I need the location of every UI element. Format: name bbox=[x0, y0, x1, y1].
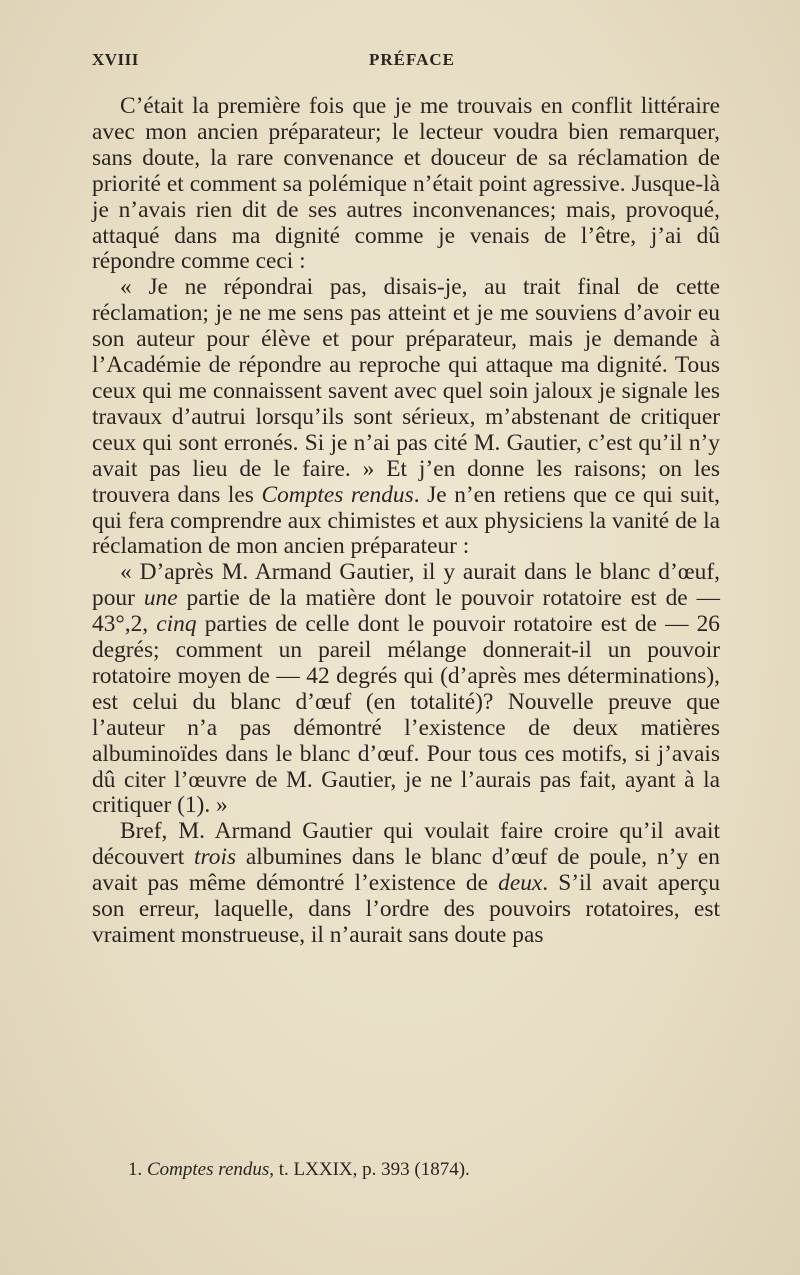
paragraph-4 bbox=[92, 819, 720, 949]
paragraph-3-part-1: « D’après M. Armand Gautier, il y aurait dans le blanc d’œuf, pour bbox=[92, 559, 720, 612]
paragraph-4-italic-1: trois bbox=[194, 844, 237, 871]
footnote-number: 1. bbox=[128, 1159, 143, 1180]
paragraph-4-part-2: albumines dans le blanc d’œuf de poule, n’y en avait pas même démontré l’existence de bbox=[92, 844, 721, 897]
footnote bbox=[128, 1158, 728, 1182]
running-head bbox=[92, 50, 722, 74]
paragraph-2 bbox=[92, 275, 720, 560]
paragraph-3-part-2: partie de la matière dont le pouvoir rotatoire est de — 43°,2, bbox=[92, 585, 720, 638]
paragraph-3-part-3: parties de celle dont le pouvoir rotatoire est de — 26 degrés; comment un pareil mélange donnerait-il un pouvoir rotatoire moyen de — 42 degrés qui (d’après mes déterminations), est celui du blanc d’œuf (en totalité)? Nouvelle preuve que l’auteur n’a pas démontré l’existence de deux matières albuminoïdes dans le blanc d’œuf. Pour tous ces motifs, si j’avais dû citer l’œuvre de M. Gautier, je ne l’aurais pas fait, ayant à la critiquer (1). » bbox=[92, 611, 720, 819]
paragraph-1-text: C’était la première fois que je me trouvais en conflit littéraire avec mon ancien préparateur; le lecteur voudra bien remarquer, sans doute, la rare convenance et douceur de sa réclamation de priorité et comment sa polémique n’était point agressive. Jusque-là je n’avais rien dit de ses autres inconvenances; mais, provoqué, attaqué dans ma dignité comme je venais de l’être, j’ai dû répondre comme ceci : bbox=[92, 93, 720, 275]
paragraph-1 bbox=[92, 94, 720, 275]
footnote-title: Comptes rendus bbox=[147, 1159, 270, 1180]
body-text bbox=[92, 94, 720, 949]
page-number: XVIII bbox=[92, 50, 139, 69]
footnote-reference: , t. LXXIX, p. 393 (1874). bbox=[269, 1159, 470, 1180]
paragraph-4-part-1: Bref, M. Armand Gautier qui voulait faire croire qu’il avait découvert bbox=[92, 818, 720, 871]
paragraph-4-italic-2: deux bbox=[498, 870, 543, 897]
paragraph-2-part-1: « Je ne répondrai pas, disais-je, au trait final de cette réclamation; je ne me sens pas atteint et je me souviens d’avoir eu son auteur pour élève et pour préparateur, mais je demande à l’Académie de répondre au reproche qui attaque ma dignité. Tous ceux qui me connaissent savent avec quel soin jaloux je signale les travaux d’autrui lorsqu’ils sont sérieux, m’abstenant de critiquer ceux qui sont erronés. Si je n’ai pas cité M. Gautier, c’est qu’il n’y avait pas lieu de le faire. » Et j’en donne les raisons; on les trouvera dans les bbox=[92, 274, 720, 508]
paragraph-3 bbox=[92, 560, 720, 819]
paragraph-2-italic: Comptes rendus bbox=[261, 481, 414, 508]
paragraph-2-part-2: . Je n’en retiens que ce qui suit, qui fera comprendre aux chimistes et aux physiciens la vanité de la réclamation de mon ancien préparateur : bbox=[92, 481, 720, 560]
paragraph-3-italic-2: cinq bbox=[156, 611, 197, 638]
paragraph-4-part-3: . S’il avait aperçu son erreur, laquelle, dans l’ordre des pouvoirs rotatoires, est vraiment monstrueuse, il n’aurait sans doute pas bbox=[92, 870, 721, 948]
running-title: PRÉFACE bbox=[368, 50, 455, 69]
paragraph-3-italic-1: une bbox=[143, 585, 178, 612]
